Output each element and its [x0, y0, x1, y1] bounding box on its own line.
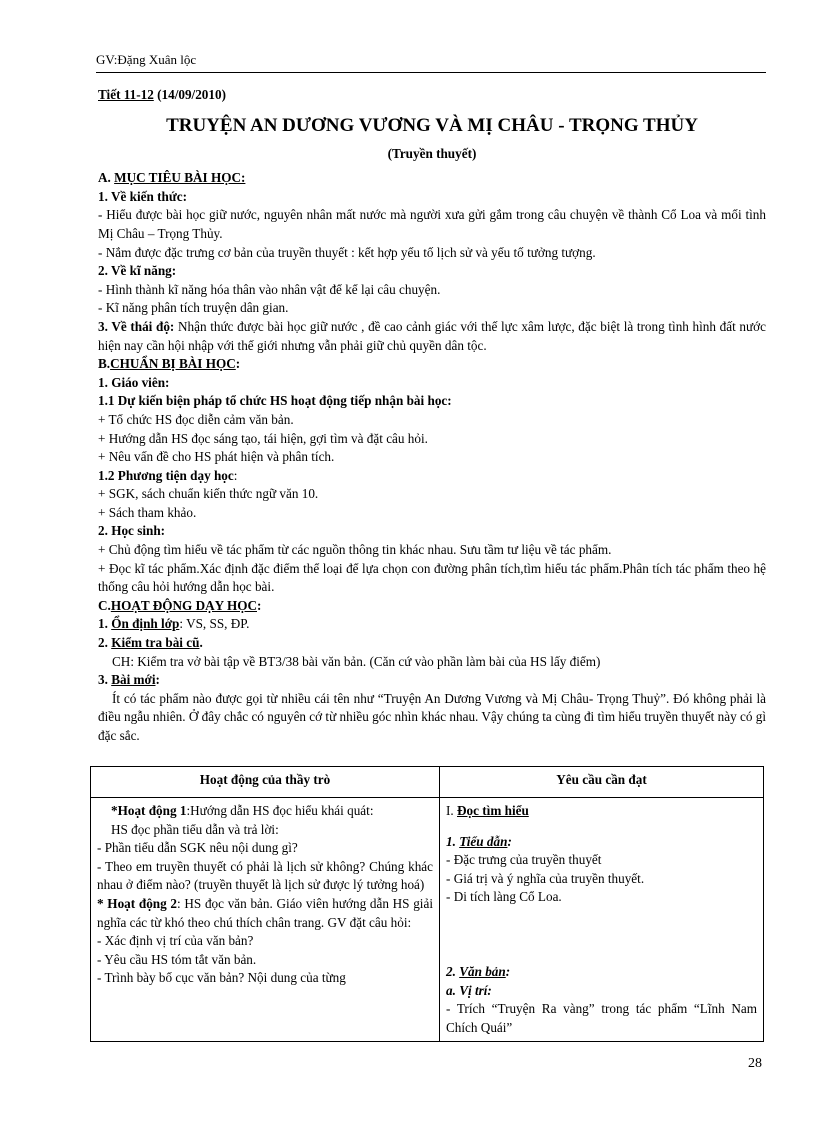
students-heading: 2. Học sinh:	[98, 523, 166, 539]
intro-colon: :	[507, 833, 512, 849]
activity-1-label: *Hoạt động 1	[111, 803, 187, 818]
table-row	[91, 798, 764, 1042]
step-3-colon: :	[155, 672, 160, 688]
step-1-label: Ổn định lớp	[111, 616, 180, 632]
step-stabilize	[98, 615, 766, 634]
section-a-prefix: A.	[98, 170, 115, 186]
attitude-text: Nhận thức được bài học giữ nước , đề cao cảnh giác với thế lực xâm lược, đặc biệt là trong tình hình đất nước hiện nay cần hội nhập với thế giới nhưng vẫn phải giữ chủ quyền dân tộc.	[98, 318, 766, 353]
intro-number: 1.	[446, 833, 460, 849]
section-c-colon: :	[257, 597, 262, 613]
page-title: TRUYỆN AN DƯƠNG VƯƠNG VÀ MỊ CHÂU - TRỌNG THỦY	[166, 114, 698, 136]
part-1-label: Đọc tìm hiểu	[457, 803, 529, 818]
step-2-label: Kiểm tra bài cũ	[111, 635, 200, 651]
activity-table	[90, 766, 764, 1042]
section-a-heading	[98, 169, 766, 188]
media-heading	[98, 467, 766, 486]
teacher-heading: 1. Giáo viên:	[98, 374, 170, 390]
document-body	[98, 86, 766, 746]
intro-label: Tiểu dẫn	[459, 833, 508, 849]
question-1: - Phần tiểu dẫn SGK nêu nội dung gì?	[97, 840, 298, 856]
step-2-dot: .	[199, 635, 203, 651]
activity-1-text: :Hướng dẫn HS đọc hiểu khái quát:	[186, 803, 374, 818]
question-5: - Trình bày bố cục văn bản? Nội dung của từng	[97, 970, 346, 986]
activity-1-sub: HS đọc phần tiểu dẫn và trả lời:	[111, 821, 279, 837]
question-2: - Theo em truyền thuyết có phải là lịch sử không? Chúng khác nhau ở điểm nào? (truyền thuyết là lịch sử được lý tưởng hoá)	[97, 858, 433, 893]
page-header: GV:Đặng Xuân lộc	[96, 52, 766, 73]
table-header-activities: Hoạt động của thầy trò	[91, 767, 440, 798]
section-c-title: HOẠT ĐỘNG DẠY HỌC	[110, 597, 257, 613]
page-subtitle: (Truyền thuyết)	[387, 145, 477, 161]
step-review-heading	[98, 634, 766, 653]
step-new-lesson-text: Ít có tác phẩm nào được gọi từ nhiều cái tên như “Truyện An Dương Vương và Mị Châu- Trọng Thuỷ”. Đó không phải là điều ngẫu nhiên. Ở đây chắc có nguyên cớ từ nhiều góc nhìn khác nhau. Vậy chúng ta cùng đi tìm hiểu truyền thuyết này có gì đặc sắc.	[98, 690, 766, 743]
knowledge-item-2: - Nắm được đặc trưng cơ bản của truyền thuyết : kết hợp yếu tố lịch sử và yếu tố tưởng tượng.	[98, 244, 596, 260]
section-b-prefix: B.	[98, 356, 111, 372]
skills-heading: 2. Về kĩ năng:	[98, 263, 177, 279]
intro-heading	[446, 833, 757, 852]
media-colon: :	[233, 467, 238, 483]
spacer	[446, 907, 757, 963]
lesson-date: (14/09/2010)	[153, 87, 226, 102]
step-1-text: : VS, SS, ĐP.	[179, 616, 250, 632]
knowledge-heading: 1. Về kiến thức:	[98, 188, 187, 204]
media-item-1: + SGK, sách chuẩn kiến thức ngữ văn 10.	[98, 486, 319, 502]
activity-1-heading	[97, 802, 433, 821]
table-header-row	[91, 767, 764, 798]
skills-item-1: - Hình thành kĩ năng hóa thân vào nhân vật để kể lại câu chuyện.	[98, 281, 441, 297]
students-item-2: + Đọc kĩ tác phẩm.Xác định đặc điểm thể loại để lựa chọn con đường phân tích,tìm hiểu tác phẩm.Phân tích tác phẩm theo hệ thống câu hỏi hướng dẫn học bài.	[98, 560, 766, 595]
lesson-line	[98, 86, 766, 105]
question-4: - Yêu cầu HS tóm tắt văn bản.	[97, 951, 257, 967]
step-1-number: 1.	[98, 616, 112, 632]
activity-2-label: * Hoạt động 2	[97, 895, 178, 911]
page-number: 28	[748, 1056, 762, 1071]
step-new-lesson-heading	[98, 671, 766, 690]
intro-item-1: - Đặc trưng của truyền thuyết	[446, 852, 602, 868]
part-1-heading	[446, 802, 757, 821]
text-label: Văn bản	[459, 963, 506, 979]
section-a-title: MỤC TIÊU BÀI HỌC:	[114, 170, 246, 186]
position-text: - Trích “Truyện Ra vàng” trong tác phẩm “Lĩnh Nam Chích Quái”	[446, 1001, 757, 1035]
methods-item-2: + Hướng dẫn HS đọc sáng tạo, tái hiện, gợi tìm và đặt câu hỏi.	[98, 430, 428, 446]
activities-cell	[91, 798, 440, 1042]
intro-item-2: - Giá trị và ý nghĩa của truyền thuyết.	[446, 870, 645, 886]
part-1-prefix: I.	[446, 803, 457, 818]
step-2-number: 2.	[98, 635, 112, 651]
methods-item-1: + Tổ chức HS đọc diễn cảm văn bản.	[98, 411, 294, 427]
section-b-title: CHUẨN BỊ BÀI HỌC	[110, 356, 236, 372]
methods-item-3: + Nêu vấn đề cho HS phát hiện và phân tích.	[98, 449, 335, 465]
methods-heading: 1.1 Dự kiến biện pháp tổ chức HS hoạt động tiếp nhận bài học:	[98, 393, 452, 409]
step-3-label: Bài mới	[111, 672, 156, 688]
table-header-requirements: Yêu cầu cần đạt	[440, 767, 764, 798]
section-c-prefix: C.	[98, 597, 111, 613]
media-item-2: + Sách tham khảo.	[98, 504, 197, 520]
step-3-number: 3.	[98, 672, 112, 688]
position-heading: a. Vị trí:	[446, 982, 492, 998]
section-b-heading	[98, 355, 766, 374]
knowledge-item-1: - Hiểu được bài học giữ nước, nguyên nhân mất nước mà người xưa gửi gắm trong câu chuyện về thành Cổ Loa và mối tình Mị Châu – Trọng Thủy.	[98, 207, 766, 241]
attitude-paragraph	[98, 318, 766, 355]
section-c-heading	[98, 597, 766, 616]
attitude-label: 3. Về thái độ:	[98, 318, 175, 334]
text-heading	[446, 963, 757, 982]
text-number: 2.	[446, 963, 460, 979]
intro-item-3: - Di tích làng Cổ Loa.	[446, 889, 562, 905]
media-label: 1.2 Phương tiện dạy học	[98, 467, 234, 483]
lesson-number: Tiết 11-12	[98, 87, 154, 102]
students-item-1: + Chủ động tìm hiểu về tác phẩm từ các nguồn thông tin khác nhau. Sưu tầm tư liệu về tác phẩm.	[98, 542, 612, 558]
section-b-colon: :	[235, 356, 241, 372]
requirements-cell	[440, 798, 764, 1042]
activity-2-text: : HS đọc văn bản. Giáo viên hướng dẫn HS giải nghĩa các từ khó theo chú thích chân trang. GV đặt câu hỏi:	[97, 895, 433, 930]
skills-item-2: - Kĩ năng phân tích truyện dân gian.	[98, 300, 289, 316]
step-review-text: CH: Kiểm tra vở bài tập về BT3/38 bài văn bản. (Căn cứ vào phần làm bài của HS lấy điểm)	[112, 653, 601, 669]
spacer	[446, 821, 757, 833]
question-3: - Xác định vị trí của văn bản?	[97, 933, 254, 949]
text-colon: :	[505, 963, 511, 979]
activity-2-paragraph	[97, 895, 433, 932]
